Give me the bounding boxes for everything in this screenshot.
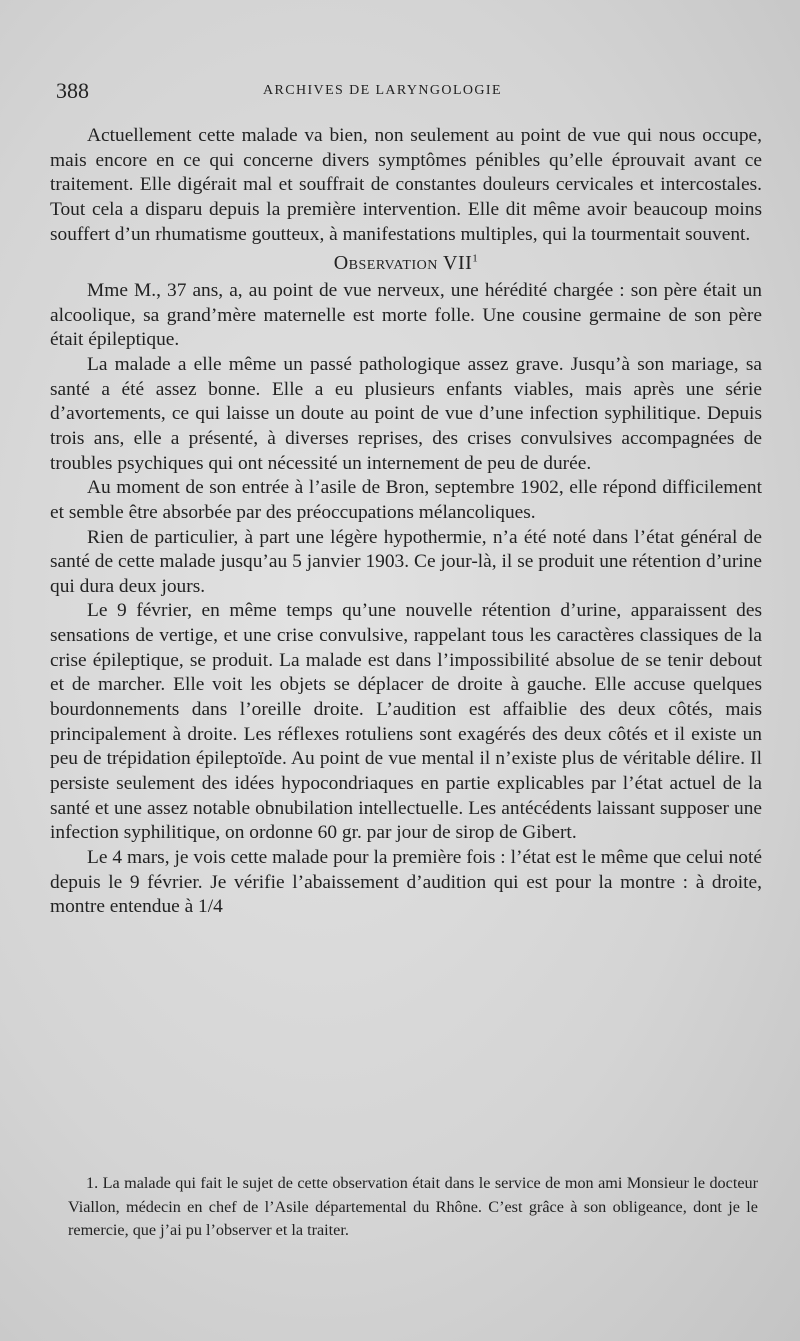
paragraph-7: Le 4 mars, je vois cette malade pour la première fois : l’état est le même que celui noté depuis le 9 février. Je vérifie l’abaissement d’audition qui est pour la montre : à droite, montre entendue à 1/4 [50, 847, 762, 918]
page-header [56, 78, 746, 106]
observation-heading [50, 251, 762, 276]
paragraph-6: Le 9 février, en même temps qu’une nouvelle rétention d’urine, apparaissent des sensations de vertige, et une crise convulsive, rappelant tous les caractères classiques de la crise épileptique, se produit. La malade est dans l’impossibilité absolue de se tenir debout et de marcher. Elle voit les objets se déplacer de droite à gauche. Elle accuse quelques bourdonnements dans l’oreille droite. L’audition est affaiblie des deux côtés, mais principalement à droite. Les réflexes rotuliens sont exagérés des deux côtés et il existe un peu de trépidation épileptoïde. Au point de vue mental il n’existe plus de véritable délire. Il persiste seulement des idées hypocondriaques en partie explicables par l’état actuel de la santé et une assez notable obnubilation intellectuelle. Les antécédents laissant supposer une infection syphilitique, on ordonne 60 gr. par jour de sirop de Gibert. [50, 600, 762, 844]
body-text [50, 124, 762, 920]
patient-title: Mme [87, 279, 128, 301]
paragraph-1: Actuellement cette malade va bien, non seulement au point de vue qui nous occupe, mais encore en ce qui concerne divers symptômes pénibles qu’elle éprouvait avant ce traitement. Elle digérait mal et souffrait de constantes douleurs cervicales et intercostales. Tout cela a disparu depuis la première intervention. Elle dit même avoir beaucoup moins souffert d’un rhumatisme goutteux, à manifestations multiples, qui la tourmentait souvent. [50, 125, 762, 245]
paragraph-2-text: M., 37 ans, a, au point de vue nerveux, une hérédité chargée : son père était un alcoolique, sa grand’mère maternelle est morte folle. Une cousine germaine de son père était épileptique. [50, 279, 762, 351]
page-number: 388 [56, 78, 89, 103]
running-head: ARCHIVES DE LARYNGOLOGIE [263, 83, 502, 98]
footnote [68, 1172, 758, 1243]
observation-number: VII [443, 252, 473, 275]
paragraph-4: Au moment de son entrée à l’asile de Bron, septembre 1902, elle répond difficilement et semble être absorbée par des préoccupations mélancoliques. [50, 477, 762, 523]
paragraph-3: La malade a elle même un passé pathologique assez grave. Jusqu’à son mariage, sa santé a été assez bonne. Elle a eu plusieurs enfants viables, mais après une série d’avortements, ce qui laisse un doute au point de vue d’une infection syphilitique. Depuis trois ans, elle a présenté, à diverses reprises, des crises convulsives accompagnées de troubles psychiques qui ont nécessité un internement de peu de durée. [50, 353, 762, 474]
paragraph-2 [50, 279, 762, 353]
paragraph-5: Rien de particulier, à part une légère hypothermie, n’a été noté dans l’état général de santé de cette malade jusqu’au 5 janvier 1903. Ce jour-là, il se produit une rétention d’urine qui dura deux jours. [50, 526, 762, 597]
footnote-reference: 1 [472, 252, 479, 265]
footnote-text: 1. La malade qui fait le sujet de cette observation était dans le service de mon ami Monsieur le docteur Viallon, médecin en chef de l’Asile départemental du Rhône. C’est grâce à son obligeance, dont je le remercie, que j’ai pu l’observer et la traiter. [68, 1174, 758, 1240]
observation-label: Observation [333, 252, 438, 275]
